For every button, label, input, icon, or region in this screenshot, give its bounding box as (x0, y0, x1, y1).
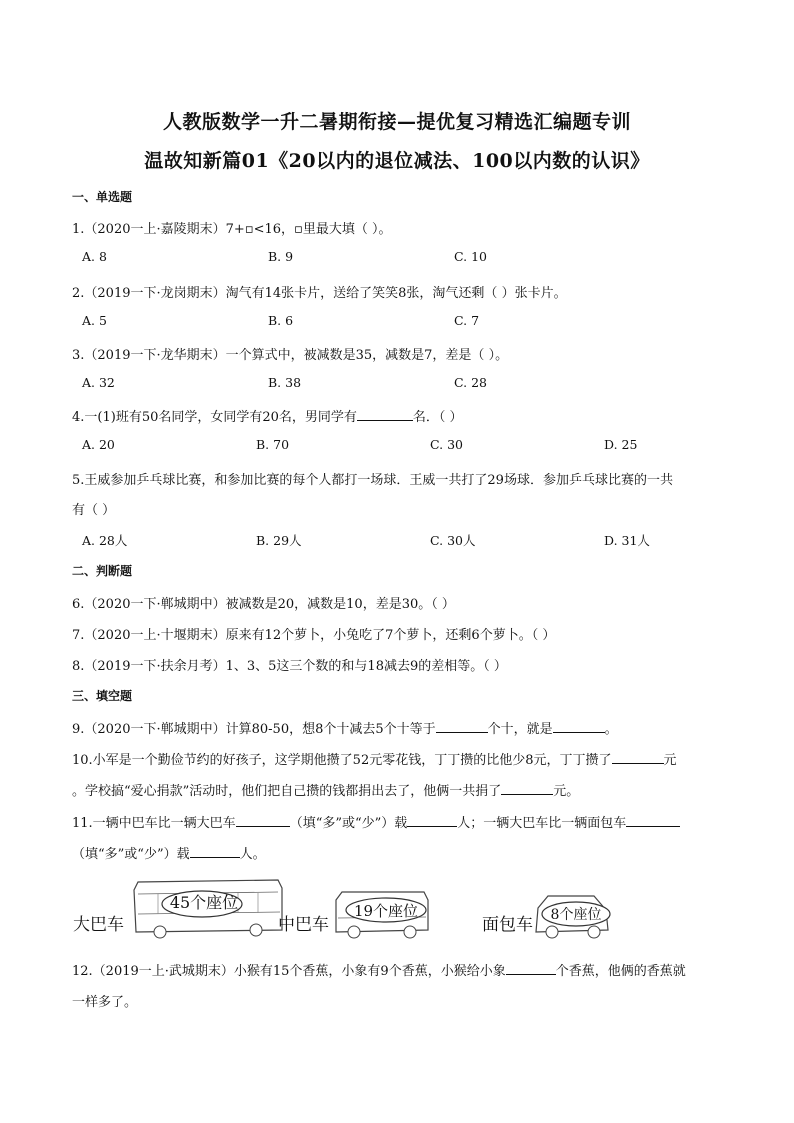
option-b: B. 70 (256, 437, 290, 452)
question-12-text-2: 个香蕉，他俩的香蕉就 (555, 964, 686, 979)
question-12-line-1 (72, 960, 686, 979)
question-12-line-2: 一样多了。 (72, 995, 138, 1010)
title-line-1: 人教版数学一升二暑期衔接—提优复习精选汇编题专训 (162, 111, 631, 133)
answer-blank[interactable] (407, 814, 457, 827)
answer-blank[interactable] (236, 814, 290, 827)
section-true-false: 二、判断题 (72, 564, 133, 578)
option-c: C. 7 (454, 313, 480, 328)
option-b: B. 29人 (256, 533, 302, 548)
question-4-options (82, 437, 722, 455)
option-b: B. 9 (268, 249, 294, 264)
answer-blank[interactable] (612, 751, 664, 764)
answer-blank[interactable] (501, 782, 553, 795)
question-4 (72, 406, 463, 425)
question-9 (72, 718, 618, 737)
question-3: 3.（2019一下·龙华期末）一个算式中，被减数是35，减数是7，差是（ ）。 (72, 348, 509, 363)
question-7: 7.（2020一上·十堰期末）原来有12个萝卜，小兔吃了7个萝卜，还剩6个萝卜。（ ） (72, 628, 556, 643)
option-a: A. 8 (82, 249, 107, 264)
question-10-text-2: 。学校搞“爱心捐款”活动时，他们把自己攒的钱都捐出去了，他俩一共捐了 (72, 784, 502, 799)
medium-bus-seats: 19个座位 (353, 902, 419, 920)
option-d: D. 25 (604, 437, 638, 452)
question-1-options (82, 249, 722, 267)
option-a: A. 5 (82, 313, 107, 328)
option-d: D. 31人 (604, 533, 650, 548)
question-8: 8.（2019一下·扶余月考）1、3、5这三个数的和与18减去9的差相等。（ ） (72, 659, 507, 674)
option-a: A. 20 (82, 437, 115, 452)
question-6: 6.（2020一下·郸城期中）被减数是20，减数是10，差是30。（ ） (72, 597, 455, 612)
question-1: 1.（2020一上·嘉陵期末）7+▫<16，▫里最大填（ ）。 (72, 222, 392, 237)
option-c: C. 28 (454, 375, 487, 390)
question-9-text: 9.（2020一下·郸城期中）计算80-50，想8个十减去5个十等于 (72, 722, 436, 737)
question-11-line-2 (72, 843, 266, 862)
question-12-text: 12.（2019一上·武城期末）小猴有15个香蕉，小象有9个香蕉，小猴给小象 (72, 964, 506, 979)
question-11-line-1 (72, 812, 680, 831)
question-9-mid: 个十，就是 (487, 722, 553, 737)
question-5-options (82, 531, 722, 549)
question-10-unit: 元 (663, 753, 677, 768)
big-bus-label: 大巴车 (73, 915, 124, 935)
question-4-text: 4.一(1)班有50名同学，女同学有20名，男同学有 (72, 410, 357, 425)
question-10-text: 10.小军是一个勤俭节约的好孩子，这学期他攒了52元零花钱，丁丁攒的比他少8元，丁丁攒了 (72, 753, 612, 768)
question-10-line-2 (72, 780, 579, 799)
title-line-2: 温故知新篇01《20以内的退位减法、100以内数的认识》 (144, 150, 650, 172)
question-11-text-2: （填“多”或“少”）载 (72, 847, 190, 862)
question-10-line-1 (72, 749, 677, 768)
question-11-text: 11.一辆中巴车比一辆大巴车 (72, 816, 236, 831)
question-11-mid: （填“多”或“少”）载 (289, 816, 408, 831)
question-9-suffix: 。 (604, 722, 618, 737)
van-seats: 8个座位 (550, 907, 602, 923)
section-single-choice: 一、单选题 (72, 190, 133, 204)
question-2: 2.（2019一下·龙岗期末）淘气有14张卡片，送给了笑笑8张，淘气还剩（ ）张卡片。 (72, 286, 567, 301)
question-5-line-2: 有（ ） (72, 503, 116, 518)
answer-blank[interactable] (357, 408, 413, 421)
medium-bus-label: 中巴车 (278, 915, 329, 935)
option-b: B. 6 (268, 313, 294, 328)
question-11-suffix: 人。 (239, 847, 266, 862)
question-2-options (82, 313, 722, 331)
option-b: B. 38 (268, 375, 302, 390)
answer-blank[interactable] (553, 720, 605, 733)
question-3-options (82, 375, 722, 393)
option-a: A. 32 (82, 375, 115, 390)
question-5-line-1: 5.王威参加乒乓球比赛，和参加比赛的每个人都打一场球．王威一共打了29场球．参加乒乓球比赛的一共 (72, 473, 673, 488)
van-label: 面包车 (482, 915, 533, 935)
option-c: C. 30 (430, 437, 463, 452)
big-bus-seats: 45个座位 (169, 893, 239, 912)
option-c: C. 10 (454, 249, 487, 264)
answer-blank[interactable] (626, 814, 680, 827)
question-11-mid-2: 人；一辆大巴车比一辆面包车 (457, 816, 627, 831)
answer-blank[interactable] (436, 720, 488, 733)
question-10-suffix: 元。 (553, 784, 580, 799)
section-fill-blank: 三、填空题 (72, 689, 133, 703)
option-c: C. 30人 (430, 533, 476, 548)
option-a: A. 28人 (82, 533, 128, 548)
question-4-suffix: 名．（ ） (412, 410, 463, 425)
answer-blank[interactable] (190, 845, 240, 858)
vehicle-illustrations (70, 868, 670, 948)
answer-blank[interactable] (506, 962, 556, 975)
